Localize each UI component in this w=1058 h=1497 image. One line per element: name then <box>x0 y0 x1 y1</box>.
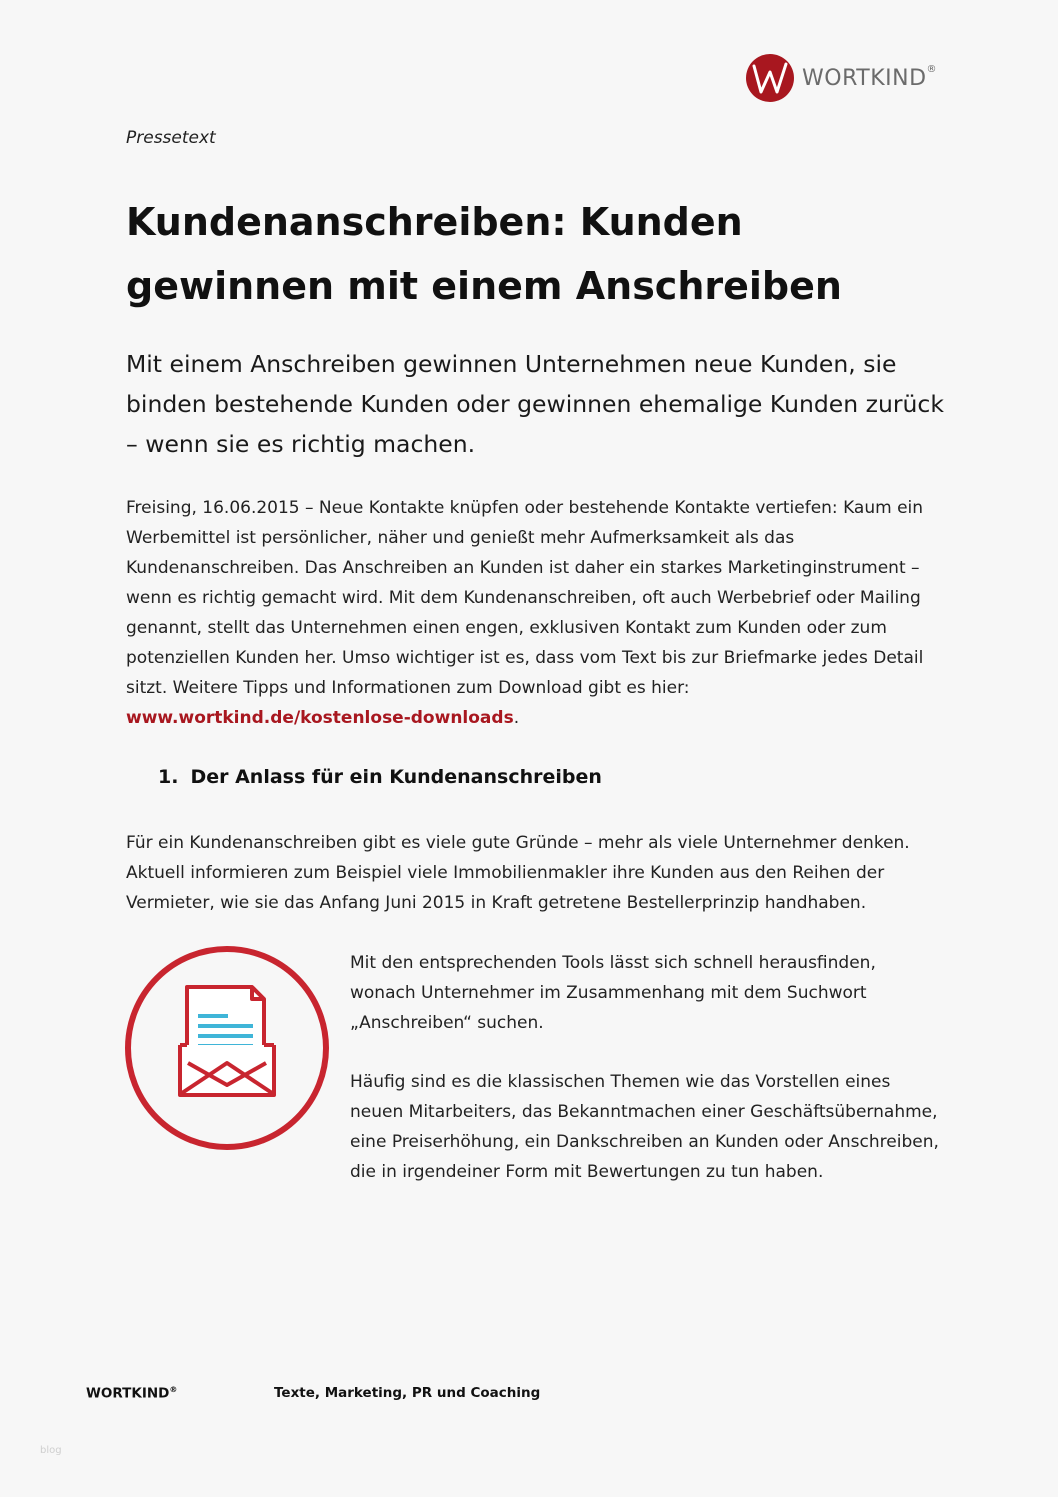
logo-text: WORTKIND® <box>802 63 938 91</box>
topics-paragraph: Häufig sind es die klassischen Themen wie das Vorstellen eines neuen Mitarbeiters, das Bekanntmachen einer Geschäftsübernahme, eine Preiserhöhung, ein Dankschreiben an Kunden oder Anschreiben, die in irgendeiner Form mit Bewertungen zu tun haben. <box>350 1072 939 1182</box>
section-heading <box>158 766 602 788</box>
brand-logo <box>744 52 937 104</box>
intro-paragraph <box>126 493 936 733</box>
page-title: Kundenanschreiben: Kunden gewinnen mit einem Anschreiben <box>126 200 842 308</box>
watermark: blog <box>40 1445 62 1456</box>
section-number: 1. <box>158 766 179 788</box>
intro-text: Freising, 16.06.2015 – Neue Kontakte knüpfen oder bestehende Kontakte vertiefen: Kaum ein Werbemittel ist persönlicher, näher und genießt mehr Aufmerksamkeit als das Kundenanschreiben. Das Anschreiben an Kunden ist daher ein starkes Marketinginstrument – wenn es richtig gemacht wird. Mit dem Kundenanschreiben, oft auch Werbebrief oder Mailing genannt, stellt das Unternehmen einen engen, exklusiven Kontakt zum Kunden oder zum potenziellen Kunden her. Umso wichtiger ist es, dass vom Text bis zur Briefmarke jedes Detail sitzt. Weitere Tipps und Informationen zum Download gibt es hier: <box>126 498 924 698</box>
body-paragraph: Für ein Kundenanschreiben gibt es viele gute Gründe – mehr als viele Unternehmer denken. Aktuell informieren zum Beispiel viele Immobilienmakler ihre Kunden aus den Reihen der Vermieter, wie sie das Anfang Juni 2015 in Kraft getretene Bestellerprinzip handhaben. <box>126 833 910 913</box>
intro-suffix: . <box>513 708 520 728</box>
wortkind-logo-icon <box>744 52 796 104</box>
downloads-link[interactable]: www.wortkind.de/kostenlose-downloads <box>126 708 514 728</box>
lead-paragraph: Mit einem Anschreiben gewinnen Unternehmen neue Kunden, sie binden bestehende Kunden oder gewinnen ehemalige Kunden zurück – wenn sie es richtig machen. <box>126 350 944 458</box>
tools-paragraph: Mit den entsprechenden Tools lässt sich schnell herausfinden, wonach Unternehmer im Zusammenhang mit dem Suchwort „Anschreiben“ suchen. <box>350 953 876 1033</box>
envelope-letter-icon <box>124 945 330 1151</box>
section-title: Der Anlass für ein Kundenanschreiben <box>190 766 602 788</box>
footer-claim: Texte, Marketing, PR und Coaching <box>274 1385 541 1401</box>
document-type-label: Pressetext <box>126 128 216 148</box>
footer-brand: WORTKIND® <box>86 1385 178 1402</box>
